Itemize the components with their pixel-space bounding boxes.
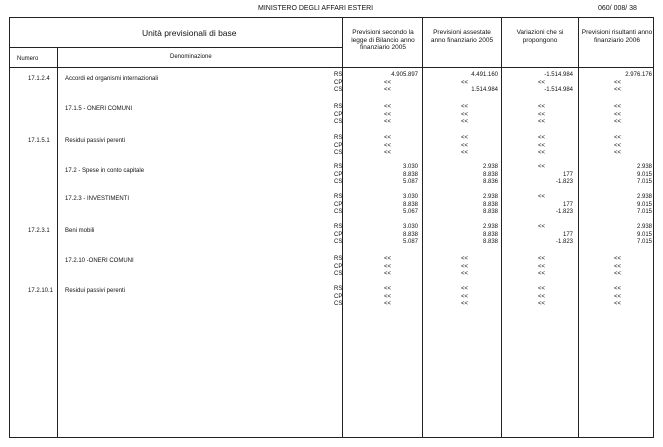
cell-value: << — [384, 87, 392, 94]
cell-value: << — [461, 293, 469, 300]
cell-value: 8.838 — [482, 209, 498, 216]
row-type-label: CS — [334, 209, 343, 216]
column-header-previsioni-bilancio: Previsioni secondo la legge di Bilancio anno finanziario 2005 — [351, 29, 415, 51]
cell-value: << — [614, 286, 622, 292]
cell-value: 5.067 — [402, 209, 418, 216]
cell-value: << — [614, 271, 622, 278]
column-header-numero: Numero — [17, 56, 39, 62]
cell-value: 1.514.984 — [471, 87, 498, 94]
row-type-label: RS — [334, 104, 343, 110]
row-denominazione: Residui passivi perenti — [65, 138, 126, 144]
divider-col3 — [501, 17, 502, 438]
cell-value: << — [461, 142, 469, 149]
row-type-label: CS — [334, 150, 343, 157]
cell-value: << — [538, 111, 546, 118]
cell-value: 2.938 — [482, 224, 498, 230]
cell-value: << — [614, 293, 622, 300]
cell-value: 8.838 — [482, 201, 498, 208]
cell-value: -1.823 — [555, 209, 573, 216]
row-type-label: CS — [334, 301, 343, 308]
row-numero: 17.1.5.1 — [28, 138, 50, 144]
cell-value: << — [384, 301, 392, 308]
cell-value: << — [384, 142, 392, 149]
cell-value: << — [538, 164, 546, 170]
divider-title — [9, 47, 342, 48]
cell-value: 177 — [562, 171, 573, 178]
cell-value: << — [538, 135, 546, 141]
cell-value: 177 — [562, 231, 573, 238]
column-header-previsioni-risultanti: Previsioni risultanti anno finanziario 2006 — [581, 29, 653, 44]
cell-value: 9.015 — [636, 201, 652, 208]
page-reference: 060/ 008/ 38 — [598, 5, 637, 12]
cell-value: 4.905.897 — [391, 72, 418, 78]
cell-value: 2.938 — [482, 164, 498, 170]
cell-value: << — [538, 104, 546, 110]
row-type-label: CP — [334, 111, 343, 118]
cell-value: 3.030 — [402, 164, 418, 170]
cell-value: << — [538, 256, 546, 262]
cell-value: << — [384, 256, 392, 262]
cell-value: << — [461, 301, 469, 308]
row-denominazione: Residui passivi perenti — [65, 288, 126, 294]
cell-value: << — [538, 271, 546, 278]
cell-value: << — [461, 119, 469, 126]
row-type-label: CP — [334, 293, 343, 300]
row-denominazione: 17.2 - Spese in conto capitale — [65, 168, 145, 174]
column-header-previsioni-assestate: Previsioni assestate anno finanziario 2005 — [430, 29, 494, 44]
cell-value: << — [384, 135, 392, 141]
cell-value: << — [614, 142, 622, 149]
cell-value: 2.976.176 — [625, 72, 652, 78]
row-type-label: CP — [334, 263, 343, 270]
cell-value: -1.823 — [555, 179, 573, 186]
row-type-label: CS — [334, 239, 343, 246]
row-numero: 17.2.10.1 — [28, 288, 54, 294]
row-type-label: CP — [334, 142, 343, 149]
row-type-label: CP — [334, 79, 343, 86]
cell-value: << — [614, 79, 622, 86]
cell-value: 7.015 — [636, 179, 652, 186]
cell-value: << — [538, 224, 546, 230]
cell-value: 7.015 — [636, 239, 652, 246]
row-type-label: RS — [334, 135, 343, 141]
cell-value: << — [461, 135, 469, 141]
cell-value: << — [384, 286, 392, 292]
cell-value: << — [384, 293, 392, 300]
cell-value: << — [461, 111, 469, 118]
cell-value: << — [538, 293, 546, 300]
cell-value: 7.015 — [636, 209, 652, 216]
cell-value: 2.938 — [636, 194, 652, 200]
cell-value: << — [538, 301, 546, 308]
row-denominazione: Accordi ed organismi internazionali — [65, 76, 159, 82]
cell-value: << — [614, 263, 622, 270]
cell-value: << — [614, 301, 622, 308]
cell-value: << — [384, 263, 392, 270]
cell-value: 8.838 — [482, 239, 498, 246]
cell-value: << — [461, 256, 469, 262]
row-type-label: RS — [334, 256, 343, 262]
cell-value: << — [384, 104, 392, 110]
row-numero: 17.1.2.4 — [28, 76, 50, 82]
row-denominazione: 17.2.3 - INVESTIMENTI — [65, 196, 130, 202]
cell-value: -1.514.984 — [544, 87, 573, 94]
cell-value: << — [538, 79, 546, 86]
cell-value: << — [614, 87, 622, 94]
cell-value: 177 — [562, 201, 573, 208]
cell-value: 3.030 — [402, 224, 418, 230]
cell-value: << — [538, 150, 546, 157]
cell-value: 2.938 — [636, 164, 652, 170]
cell-value: 2.938 — [482, 194, 498, 200]
row-type-label: CS — [334, 179, 343, 186]
cell-value: 3.030 — [402, 194, 418, 200]
cell-value: 8.838 — [402, 231, 418, 238]
column-header-denominazione: Denominazione — [170, 54, 212, 60]
cell-value: << — [538, 119, 546, 126]
cell-value: 8.836 — [482, 179, 498, 186]
row-type-label: CP — [334, 171, 343, 178]
divider-col4 — [578, 17, 579, 438]
document-header-title: MINISTERO DEGLI AFFARI ESTERI — [258, 5, 374, 12]
cell-value: << — [384, 271, 392, 278]
row-type-label: CS — [334, 119, 343, 126]
cell-value: 5.087 — [402, 239, 418, 246]
row-numero: 17.2.3.1 — [28, 228, 50, 234]
cell-value: << — [614, 150, 622, 157]
row-type-label: CS — [334, 271, 343, 278]
cell-value: 2.938 — [636, 224, 652, 230]
cell-value: 9.015 — [636, 171, 652, 178]
cell-value: << — [461, 286, 469, 292]
cell-value: 8.838 — [402, 171, 418, 178]
cell-value: << — [461, 271, 469, 278]
cell-value: 4.491.160 — [471, 72, 498, 78]
cell-value: << — [614, 256, 622, 262]
divider-numero — [57, 47, 58, 438]
cell-value: 8.838 — [482, 171, 498, 178]
cell-value: << — [461, 79, 469, 86]
column-header-variazioni: Variazioni che si propongono — [516, 29, 564, 44]
cell-value: << — [384, 150, 392, 157]
divider-header-bottom — [9, 67, 654, 68]
cell-value: << — [538, 194, 546, 200]
cell-value: << — [614, 111, 622, 118]
cell-value: << — [384, 119, 392, 126]
cell-value: 5.087 — [402, 179, 418, 186]
row-denominazione: 17.2.10 -ONERI COMUNI — [65, 258, 134, 264]
cell-value: << — [384, 79, 392, 86]
cell-value: << — [538, 142, 546, 149]
cell-value: -1.823 — [555, 239, 573, 246]
cell-value: << — [384, 111, 392, 118]
row-denominazione: Beni mobili — [65, 228, 95, 234]
row-type-label: CS — [334, 87, 343, 94]
cell-value: << — [614, 104, 622, 110]
cell-value: 8.838 — [402, 201, 418, 208]
row-type-label: RS — [334, 224, 343, 230]
cell-value: -1.514.984 — [544, 72, 573, 78]
section-title: Unità previsionali di base — [142, 28, 237, 38]
cell-value: << — [538, 263, 546, 270]
cell-value: 8.838 — [482, 231, 498, 238]
row-type-label: RS — [334, 194, 343, 200]
cell-value: << — [461, 263, 469, 270]
divider-col2 — [422, 17, 423, 438]
cell-value: 9.015 — [636, 231, 652, 238]
row-type-label: RS — [334, 286, 343, 292]
cell-value: << — [461, 150, 469, 157]
row-type-label: RS — [334, 72, 343, 78]
cell-value: << — [461, 104, 469, 110]
row-type-label: RS — [334, 164, 343, 170]
cell-value: << — [614, 119, 622, 126]
row-type-label: CP — [334, 231, 343, 238]
row-denominazione: 17.1.5 - ONERI COMUNI — [65, 106, 133, 112]
row-type-label: CP — [334, 201, 343, 208]
cell-value: << — [538, 286, 546, 292]
cell-value: << — [614, 135, 622, 141]
